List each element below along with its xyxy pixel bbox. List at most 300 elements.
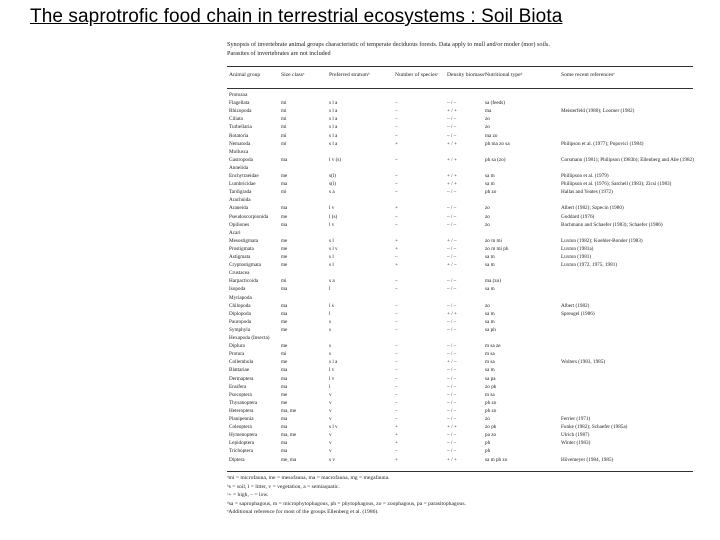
cell-nutritional-type: zo ph	[485, 424, 497, 431]
table-row	[225, 140, 697, 148]
table-row	[225, 439, 697, 447]
cell-density-biomass: – / –	[447, 391, 457, 398]
table-row	[225, 132, 697, 140]
cell-nutritional-type: sa m	[485, 254, 495, 260]
cell-species: +	[395, 456, 398, 463]
cell-species: –	[395, 108, 398, 115]
cell-nutritional-type: zo ph	[485, 383, 497, 390]
cell-animal-group: Thysanoptera	[229, 399, 258, 406]
cell-size-class: ma	[281, 286, 288, 293]
table-row	[225, 115, 697, 123]
table-row	[225, 204, 697, 212]
table-row	[225, 399, 697, 407]
cell-nutritional-type: sa m	[485, 173, 495, 179]
cell-animal-group: Tardigrada	[229, 189, 252, 196]
cell-animal-group: Collembola	[229, 359, 254, 366]
cell-size-class: ma	[281, 424, 288, 431]
cell-animal-group: Arachnida	[229, 197, 251, 204]
cell-animal-group: Opiliones	[229, 221, 250, 228]
table-row	[225, 269, 697, 277]
cell-size-class: mi	[281, 124, 287, 131]
cell-species: –	[395, 391, 398, 398]
cell-stratum: v	[329, 440, 332, 447]
cell-stratum: s l v	[329, 424, 338, 431]
cell-size-class: ma	[281, 181, 288, 188]
cell-size-class: me	[281, 391, 288, 398]
cell-stratum: v	[329, 448, 332, 455]
cell-density-biomass: – / –	[447, 351, 457, 358]
table-row	[225, 407, 697, 415]
cell-density-biomass: – / –	[447, 278, 457, 285]
cell-nutritional-type: sa (feeds)	[485, 100, 506, 107]
cell-references: Albert (1982); Szpecin (1980)	[561, 205, 624, 212]
cell-density-biomass: + / –	[447, 262, 457, 269]
caption-line-2: Parasites of invertebrates are not included	[227, 49, 331, 57]
cell-nutritional-type: sa m	[485, 318, 495, 325]
cell-density-biomass: – / –	[447, 375, 457, 382]
cell-density-biomass: – / –	[447, 367, 457, 374]
cell-size-class: mi	[281, 100, 287, 107]
cell-stratum: s a	[329, 278, 335, 285]
cell-animal-group: Diplopoda	[229, 310, 251, 317]
cell-references: Funke (1982); Schaefer (1985a)	[561, 424, 628, 431]
cell-species: –	[395, 181, 398, 188]
footnote: ᶜ+ = high, – = low.	[227, 492, 269, 499]
cell-species: –	[395, 416, 398, 422]
cell-size-class: ma	[281, 310, 288, 317]
cell-nutritional-type: m sa	[485, 391, 495, 398]
table-row	[225, 456, 697, 464]
cell-stratum: v	[329, 407, 332, 414]
cell-nutritional-type: m sa ze	[485, 343, 501, 350]
cell-stratum: s l a	[329, 132, 338, 139]
cell-size-class: ma	[281, 383, 288, 390]
cell-animal-group: Diptera	[229, 456, 245, 463]
cell-size-class: me	[281, 254, 288, 260]
cell-nutritional-type: sa m	[485, 262, 495, 269]
cell-stratum: v	[329, 391, 332, 398]
header-number-of-species: Number of speciesᶜ	[395, 72, 439, 78]
cell-species: –	[395, 286, 398, 293]
header-animal-group: Animal group	[229, 72, 261, 78]
table-row	[225, 229, 697, 237]
cell-stratum: l	[329, 286, 331, 293]
cell-animal-group: Enchytraeidae	[229, 173, 259, 179]
cell-species: –	[395, 326, 398, 333]
cell-references: Meisterfeld (1980); Loomer (1982)	[561, 108, 635, 115]
cell-species: –	[395, 375, 398, 382]
cell-size-class: ma	[281, 205, 288, 212]
cell-references: Hallas and Yeates (1972)	[561, 189, 613, 196]
header-density-biomass: Density biomassᶜ	[447, 72, 486, 78]
cell-size-class: ma	[281, 302, 288, 309]
cell-animal-group: Ciliata	[229, 116, 243, 123]
scanned-table-document	[225, 41, 697, 529]
cell-stratum: s	[329, 326, 332, 333]
cell-stratum: s l a	[329, 116, 338, 123]
cell-density-biomass: – / –	[447, 448, 457, 455]
footnote: ᵇs = soil, l = litter, v = vegetation, a = semiaquatic.	[227, 483, 340, 490]
cell-species: –	[395, 343, 398, 350]
table-row	[225, 294, 697, 302]
cell-animal-group: Protozoa	[229, 92, 248, 98]
cell-animal-group: Araneida	[229, 205, 249, 212]
cell-animal-group: Cryptostigmata	[229, 262, 261, 269]
cell-density-biomass: – / –	[447, 343, 457, 350]
cell-density-biomass: + / +	[447, 156, 457, 163]
cell-animal-group: Ensifera	[229, 383, 247, 390]
cell-species: –	[395, 100, 398, 107]
cell-species: +	[395, 262, 398, 269]
cell-size-class: ma, me	[281, 432, 297, 439]
cell-density-biomass: – / –	[447, 286, 457, 293]
cell-references: Luxton (1972, 1975, 1981)	[561, 262, 618, 269]
header-references: Some recent referencesᵉ	[561, 72, 615, 78]
cell-nutritional-type: sa m	[485, 286, 495, 293]
cell-stratum: l v (s)	[329, 156, 342, 163]
cell-size-class: ma, me	[281, 407, 297, 414]
header-rule	[227, 88, 693, 89]
cell-animal-group: Prostigmata	[229, 245, 254, 252]
cell-species: –	[395, 302, 398, 309]
table-row	[225, 375, 697, 383]
cell-stratum: s	[329, 343, 332, 350]
cell-size-class: ma	[281, 448, 288, 455]
cell-animal-group: Pseudoscorpionida	[229, 213, 269, 220]
cell-nutritional-type: ph zo	[485, 399, 497, 406]
cell-size-class: mi	[281, 140, 287, 147]
cell-animal-group: Pauropoda	[229, 318, 252, 325]
cell-animal-group: Rhizopoda	[229, 108, 252, 115]
cell-nutritional-type: m sa	[485, 351, 495, 358]
cell-stratum: s l	[329, 254, 334, 260]
cell-species: –	[395, 132, 398, 139]
cell-references: Winter (1983)	[561, 440, 591, 447]
cell-nutritional-type: ma	[485, 108, 492, 115]
cell-animal-group: Blattariae	[229, 367, 250, 374]
cell-references: Albert (1982)	[561, 302, 590, 309]
cell-animal-group: Turbellaria	[229, 124, 252, 131]
cell-stratum: l v	[329, 221, 335, 228]
cell-species: –	[395, 448, 398, 455]
cell-size-class: mi	[281, 108, 287, 115]
cell-animal-group: Astigmata	[229, 254, 251, 260]
cell-density-biomass: + / –	[447, 359, 457, 366]
cell-density-biomass: + / +	[447, 456, 457, 463]
table-row	[225, 164, 697, 172]
cell-references: Luxton (1981a)	[561, 245, 594, 252]
cell-references: Phillipson et al. (1976); Satchell (1983); Zicsi (1983)	[561, 181, 672, 188]
cell-stratum: s	[329, 351, 332, 358]
cell-animal-group: Harpacticoida	[229, 278, 259, 285]
cell-animal-group: Flagellata	[229, 100, 250, 107]
cell-density-biomass: – / –	[447, 440, 457, 447]
cell-stratum: v	[329, 399, 332, 406]
table-row	[225, 123, 697, 131]
cell-density-biomass: – / –	[447, 407, 457, 414]
cell-animal-group: Rotatoria	[229, 132, 249, 139]
cell-density-biomass: – / –	[447, 432, 457, 439]
top-rule	[227, 66, 693, 67]
cell-animal-group: Psocoptera	[229, 391, 252, 398]
cell-species: +	[395, 440, 398, 447]
cell-density-biomass: + / –	[447, 237, 457, 244]
table-row	[225, 277, 697, 285]
cell-nutritional-type: pa zo	[485, 432, 497, 439]
table-row	[225, 156, 697, 164]
cell-size-class: me	[281, 213, 288, 220]
cell-density-biomass: + / +	[447, 181, 457, 188]
table-row	[225, 326, 697, 334]
cell-nutritional-type: sa m ph zo	[485, 456, 508, 463]
cell-species: +	[395, 432, 398, 439]
cell-size-class: ma	[281, 367, 288, 374]
cell-species: +	[395, 245, 398, 252]
cell-size-class: me	[281, 326, 288, 333]
table-row	[225, 391, 697, 399]
cell-stratum: s l a	[329, 108, 338, 115]
cell-references: Goddard (1976)	[561, 213, 595, 220]
cell-animal-group: Dermaptera	[229, 375, 254, 382]
cell-size-class: mi	[281, 132, 287, 139]
cell-size-class: ma	[281, 375, 288, 382]
header-preferred-stratum: Preferred stratumᵇ	[329, 72, 370, 78]
cell-species: –	[395, 221, 398, 228]
cell-animal-group: Symphyla	[229, 326, 251, 333]
cell-species: –	[395, 156, 398, 163]
cell-nutritional-type: zo	[485, 302, 490, 309]
cell-stratum: s v	[329, 456, 335, 463]
cell-stratum: s l a	[329, 124, 338, 131]
cell-nutritional-type: zo	[485, 116, 490, 123]
cell-density-biomass: – / –	[447, 100, 457, 107]
header-size-class: Size classᵃ	[281, 72, 305, 78]
cell-nutritional-type: zo	[485, 213, 490, 220]
cell-density-biomass: – / –	[447, 245, 457, 252]
cell-size-class: ma	[281, 440, 288, 447]
cell-species: –	[395, 310, 398, 317]
cell-density-biomass: – / –	[447, 116, 457, 123]
cell-species: –	[395, 213, 398, 220]
cell-animal-group: Trichoptera	[229, 448, 254, 455]
cell-references: Corsmann (1981); Philipson (1983b); Ellenberg and Abe (1982)	[561, 156, 694, 163]
cell-nutritional-type: zo	[485, 416, 490, 422]
cell-species: –	[395, 173, 398, 179]
cell-nutritional-type: ma (zo)	[485, 278, 501, 285]
cell-species: +	[395, 140, 398, 147]
cell-stratum: l v	[329, 205, 335, 212]
cell-animal-group: Myriapoda	[229, 294, 252, 301]
cell-nutritional-type: sa m	[485, 310, 495, 317]
cell-stratum: s l a	[329, 140, 338, 147]
cell-animal-group: Diplura	[229, 343, 245, 350]
cell-animal-group: Isopoda	[229, 286, 246, 293]
cell-density-biomass: + / +	[447, 140, 457, 147]
cell-size-class: me	[281, 343, 288, 350]
cell-density-biomass: – / –	[447, 205, 457, 212]
cell-nutritional-type: ph	[485, 448, 491, 455]
cell-stratum: l v	[329, 375, 335, 382]
cell-density-biomass: – / –	[447, 124, 457, 131]
cell-size-class: me	[281, 237, 288, 244]
cell-size-class: me	[281, 359, 288, 366]
cell-species: –	[395, 116, 398, 123]
table-row	[225, 237, 697, 245]
table-row	[225, 302, 697, 310]
cell-animal-group: Coleoptera	[229, 424, 252, 431]
cell-density-biomass: + / +	[447, 424, 457, 431]
cell-size-class: me	[281, 399, 288, 406]
cell-nutritional-type: sa ph	[485, 326, 496, 333]
table-row	[225, 221, 697, 229]
cell-nutritional-type: zo	[485, 205, 490, 212]
table-row	[225, 180, 697, 188]
cell-stratum: s a	[329, 189, 335, 196]
cell-density-biomass: – / –	[447, 213, 457, 220]
cell-species: –	[395, 254, 398, 260]
table-row	[225, 213, 697, 221]
cell-density-biomass: + / +	[447, 173, 457, 179]
cell-size-class: mi	[281, 351, 287, 358]
cell-references: Luxton (1981)	[561, 254, 592, 260]
table-row	[225, 99, 697, 107]
cell-density-biomass: + / +	[447, 108, 457, 115]
footnote: ᵈsa = saprophagous, m = microphytophagous, ph = phytophagous, zo = zoophagous, pa = parasitophagous.	[227, 500, 466, 507]
cell-nutritional-type: sa m	[485, 367, 495, 374]
cell-size-class: me	[281, 173, 288, 179]
cell-species: –	[395, 189, 398, 196]
cell-size-class: ma	[281, 156, 288, 163]
cell-species: –	[395, 318, 398, 325]
cell-nutritional-type: ph ma zo sa	[485, 140, 510, 147]
cell-stratum: s l	[329, 262, 334, 269]
cell-density-biomass: – / –	[447, 399, 457, 406]
cell-nutritional-type: zo	[485, 221, 490, 228]
cell-density-biomass: – / –	[447, 326, 457, 333]
cell-size-class: mi	[281, 116, 287, 123]
table-row	[225, 148, 697, 156]
cell-density-biomass: – / –	[447, 416, 457, 422]
cell-stratum: v	[329, 416, 332, 422]
caption-line-1: Synopsis of invertebrate animal groups characteristic of temperate deciduous forests. Data apply to mull and/or moder (mor) soils.	[227, 41, 550, 48]
cell-animal-group: Gastropoda	[229, 156, 253, 163]
cell-animal-group: Mesostigmata	[229, 237, 259, 244]
cell-nutritional-type: zo m mi	[485, 237, 503, 244]
table-row	[225, 334, 697, 342]
cell-density-biomass: – / –	[447, 302, 457, 309]
table-row	[225, 310, 697, 318]
cell-nutritional-type: zo	[485, 124, 490, 131]
table-row	[225, 366, 697, 374]
cell-animal-group: Annelida	[229, 164, 249, 171]
cell-stratum: v	[329, 432, 332, 439]
cell-animal-group: Protura	[229, 351, 245, 358]
table-row	[225, 350, 697, 358]
cell-density-biomass: – / –	[447, 318, 457, 325]
footnote: ᵉAdditional reference for most of the groups Ellenberg et al. (1986).	[227, 509, 379, 516]
cell-stratum: s(l)	[329, 173, 336, 179]
cell-density-biomass: – / –	[447, 132, 457, 139]
cell-nutritional-type: ph sa (zo)	[485, 156, 506, 163]
cell-density-biomass: + / +	[447, 310, 457, 317]
cell-stratum: s l v	[329, 245, 338, 252]
cell-stratum: l (s)	[329, 213, 338, 220]
bottom-rule	[227, 471, 693, 472]
cell-stratum: l	[329, 310, 331, 317]
cell-size-class: mi	[281, 189, 287, 196]
cell-density-biomass: – / –	[447, 189, 457, 196]
cell-animal-group: Lepidoptera	[229, 440, 255, 447]
cell-species: +	[395, 424, 398, 431]
table-row	[225, 107, 697, 115]
cell-density-biomass: – / –	[447, 254, 457, 260]
cell-species: –	[395, 124, 398, 131]
cell-animal-group: Hexapoda (Insecta)	[229, 335, 270, 341]
cell-references: Phillipson et al. (1979)	[561, 173, 609, 179]
cell-nutritional-type: zo m mi ph	[485, 245, 509, 252]
header-nutritional-type: Nutritional typeᵈ	[485, 72, 523, 78]
table-row	[225, 447, 697, 455]
cell-nutritional-type: m sa	[485, 359, 495, 366]
table-row	[225, 261, 697, 269]
cell-stratum: s l a	[329, 100, 338, 107]
cell-nutritional-type: ph zo	[485, 189, 497, 196]
table-row	[225, 423, 697, 431]
cell-nutritional-type: ma zo	[485, 132, 498, 139]
cell-references: Philipson et al. (1977); Popovici (1984)	[561, 140, 644, 147]
cell-references: Hövemeyer (1984, 1985)	[561, 456, 614, 463]
table-row	[225, 342, 697, 350]
cell-nutritional-type: sa m	[485, 181, 495, 188]
cell-size-class: ma	[281, 416, 288, 422]
cell-references: Wolters (1983, 1985)	[561, 359, 606, 366]
cell-size-class: ma	[281, 221, 288, 228]
cell-animal-group: Crustacea	[229, 270, 250, 277]
cell-animal-group: Planipennia	[229, 416, 254, 422]
table-row	[225, 318, 697, 326]
slide-title: The saprotrofic food chain in terrestrial ecosystems : Soil Biota	[30, 6, 563, 27]
cell-species: –	[395, 407, 398, 414]
cell-references: Spreugel (1986)	[561, 310, 595, 317]
cell-density-biomass: – / –	[447, 383, 457, 390]
cell-species: +	[395, 205, 398, 212]
cell-species: –	[395, 351, 398, 358]
cell-species: –	[395, 399, 398, 406]
table-row	[225, 415, 697, 423]
table-row	[225, 91, 697, 99]
cell-stratum: s	[329, 318, 332, 325]
cell-animal-group: Acari	[229, 229, 241, 236]
footnotes	[227, 474, 697, 517]
table-row	[225, 253, 697, 261]
cell-stratum: s l	[329, 237, 334, 244]
cell-species: –	[395, 278, 398, 285]
cell-references: Luxton (1982); Koehler-Bonder (1983)	[561, 237, 643, 244]
cell-nutritional-type: ph	[485, 440, 491, 447]
cell-size-class: mi	[281, 278, 287, 285]
cell-size-class: me	[281, 262, 288, 269]
cell-species: –	[395, 359, 398, 366]
cell-animal-group: Nematoda	[229, 140, 251, 147]
cell-density-biomass: – / –	[447, 221, 457, 228]
cell-animal-group: Mollusca	[229, 148, 249, 155]
cell-stratum: s l a	[329, 359, 338, 366]
cell-references: Ferrier (1971)	[561, 416, 591, 422]
cell-references: Ulrich (1987)	[561, 432, 590, 439]
cell-stratum: s(l)	[329, 181, 336, 188]
table-caption	[227, 41, 697, 58]
cell-species: +	[395, 237, 398, 244]
